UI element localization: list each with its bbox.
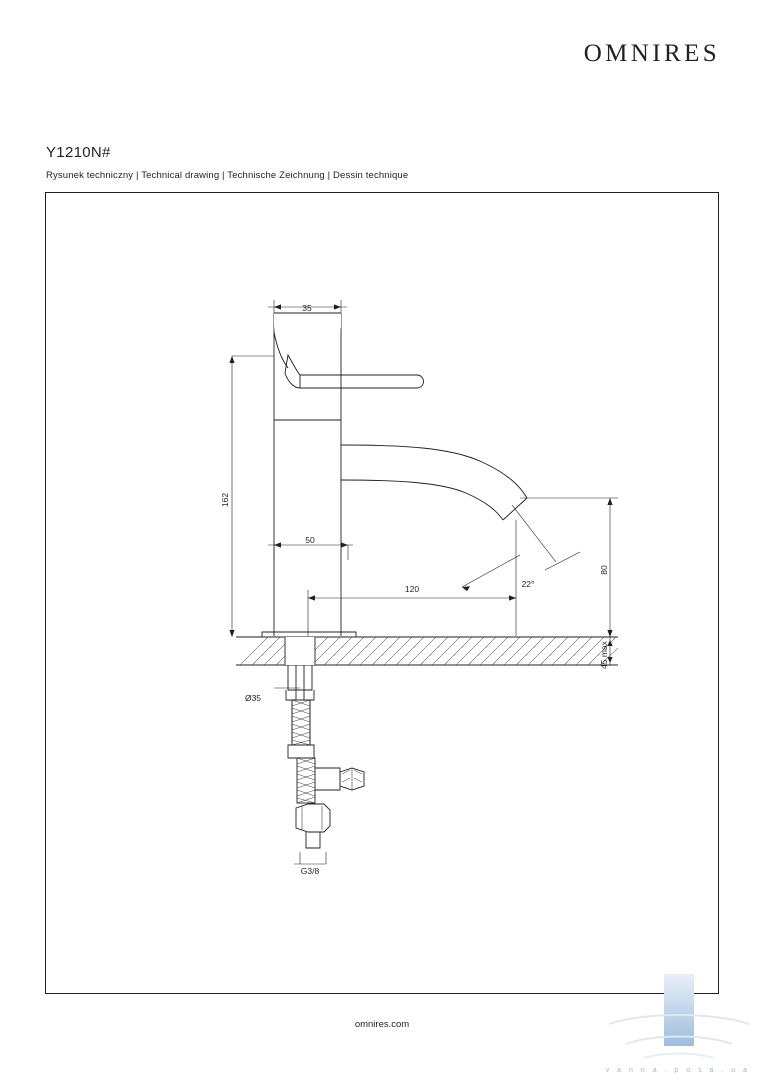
brand-logo: OMNIRES (583, 40, 720, 67)
dim-label-50: 50 (305, 535, 315, 545)
product-code: Y1210N# (46, 144, 111, 161)
document-subtitle: Rysunek techniczny | Technical drawing | Technische Zeichnung | Dessin technique (46, 170, 409, 181)
watermark-text: v a n n a . p o s a . u a (605, 1067, 750, 1074)
dim-label-80: 80 (599, 565, 609, 575)
dim-label-120: 120 (404, 584, 420, 594)
dim-label-35: 35 (302, 303, 312, 313)
footer-url[interactable]: omnires.com (354, 1019, 410, 1030)
dim-label-angle: 22° (521, 579, 535, 589)
dim-label-45max: 45 max (599, 641, 609, 669)
dim-label-diameter-35: Ø35 (244, 693, 262, 703)
dim-label-162: 162 (220, 492, 230, 508)
dim-label-g38: G3/8 (300, 866, 320, 876)
